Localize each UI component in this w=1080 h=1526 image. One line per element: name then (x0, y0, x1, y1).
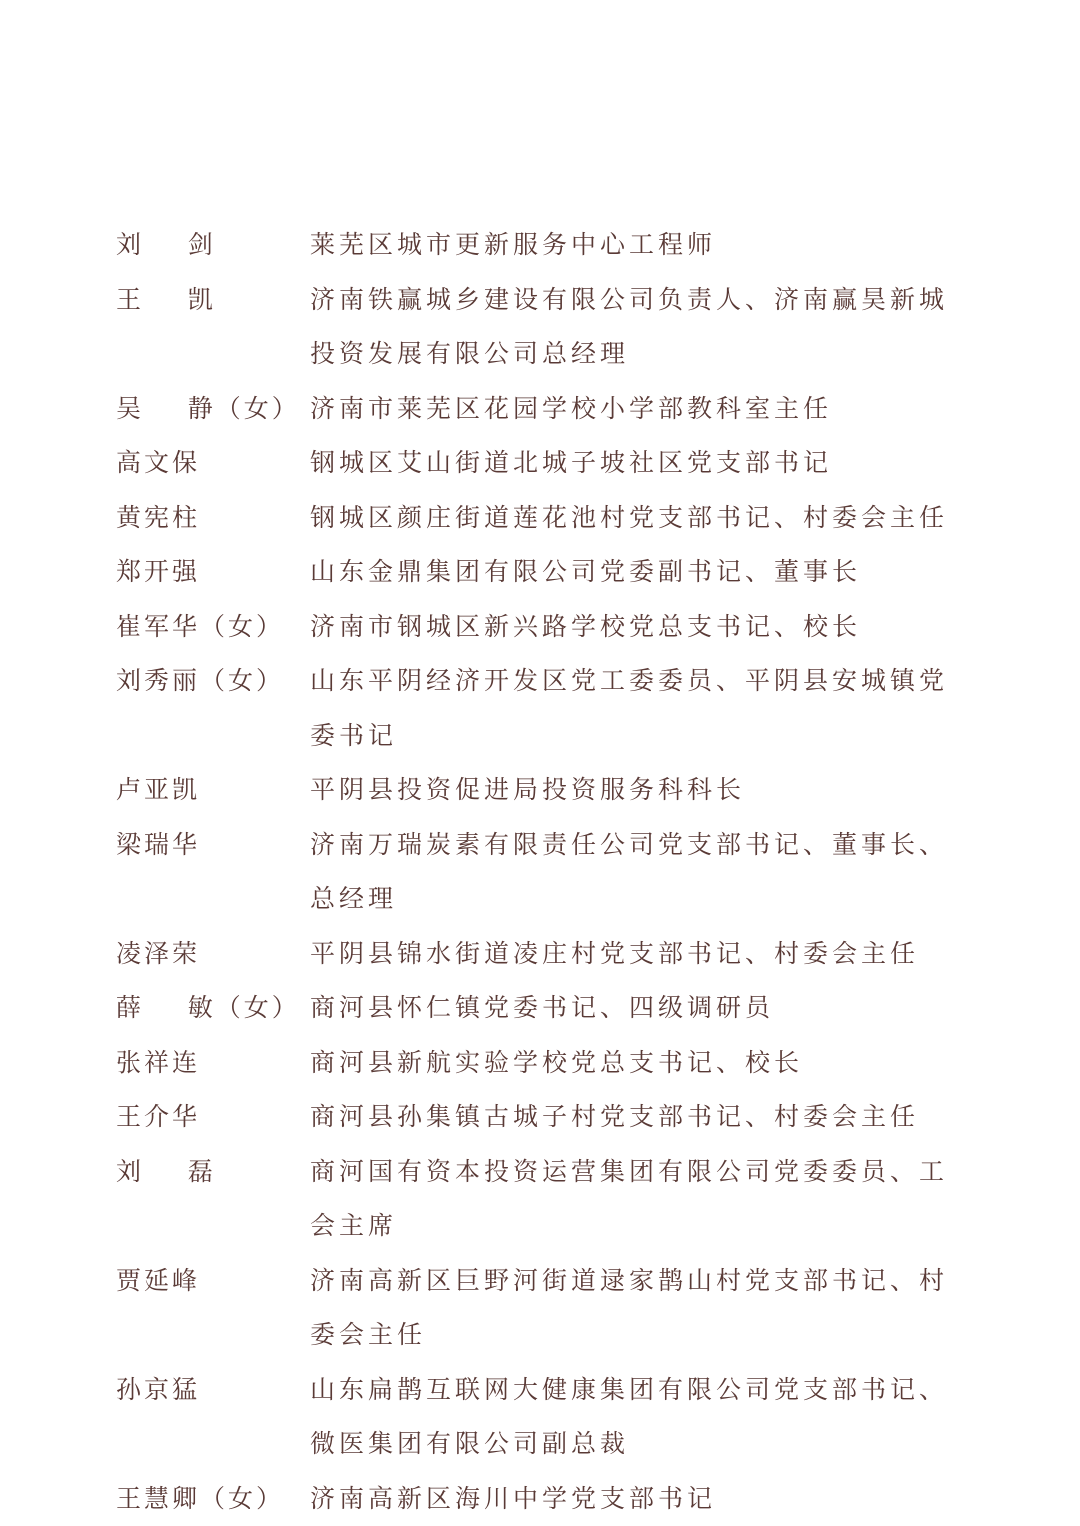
list-item (0, 818, 1080, 927)
person-name: 王慧卿（女） (116, 1472, 296, 1526)
list-item (0, 1036, 1080, 1091)
person-name: 黄宪柱 (116, 491, 296, 546)
list-item (0, 1472, 1080, 1526)
person-title: 商河县孙集镇古城子村党支部书记、村委会主任 (310, 1090, 970, 1145)
list-item (0, 1090, 1080, 1145)
person-title: 济南铁赢城乡建设有限公司负责人、济南赢昊新城投资发展有限公司总经理 (310, 273, 970, 382)
list-item (0, 600, 1080, 655)
person-title: 商河国有资本投资运营集团有限公司党委委员、工会主席 (310, 1145, 970, 1254)
person-name: 刘 剑 (116, 218, 296, 273)
list-item (0, 436, 1080, 491)
person-name: 崔军华（女） (116, 600, 296, 655)
person-name: 梁瑞华 (116, 818, 296, 873)
person-name: 卢亚凯 (116, 763, 296, 818)
person-name: 张祥连 (116, 1036, 296, 1091)
list-item (0, 382, 1080, 437)
person-name: 孙京猛 (116, 1363, 296, 1418)
list-item (0, 1145, 1080, 1254)
person-title: 济南高新区巨野河街道逯家鹊山村党支部书记、村委会主任 (310, 1254, 970, 1363)
person-title: 钢城区艾山街道北城子坡社区党支部书记 (310, 436, 970, 491)
list-item (0, 1363, 1080, 1472)
person-title: 平阴县锦水街道凌庄村党支部书记、村委会主任 (310, 927, 970, 982)
person-name: 刘秀丽（女） (116, 654, 296, 709)
person-name: 贾延峰 (116, 1254, 296, 1309)
person-name: 薛 敏（女） (116, 981, 296, 1036)
person-name: 吴 静（女） (116, 382, 296, 437)
honoree-list (0, 218, 1080, 1526)
person-name: 郑开强 (116, 545, 296, 600)
list-item (0, 491, 1080, 546)
person-name: 凌泽荣 (116, 927, 296, 982)
person-title: 平阴县投资促进局投资服务科科长 (310, 763, 970, 818)
person-name: 高文保 (116, 436, 296, 491)
list-item (0, 1254, 1080, 1363)
person-title: 山东金鼎集团有限公司党委副书记、董事长 (310, 545, 970, 600)
person-title: 山东扁鹊互联网大健康集团有限公司党支部书记、微医集团有限公司副总裁 (310, 1363, 970, 1472)
list-item (0, 273, 1080, 382)
person-title: 山东平阴经济开发区党工委委员、平阴县安城镇党委书记 (310, 654, 970, 763)
person-name: 王介华 (116, 1090, 296, 1145)
person-title: 商河县新航实验学校党总支书记、校长 (310, 1036, 970, 1091)
list-item (0, 545, 1080, 600)
list-item (0, 763, 1080, 818)
list-item (0, 218, 1080, 273)
person-title: 济南市莱芜区花园学校小学部教科室主任 (310, 382, 970, 437)
person-title: 济南高新区海川中学党支部书记 (310, 1472, 970, 1526)
person-name: 王 凯 (116, 273, 296, 328)
person-title: 商河县怀仁镇党委书记、四级调研员 (310, 981, 970, 1036)
person-title: 济南万瑞炭素有限责任公司党支部书记、董事长、总经理 (310, 818, 970, 927)
list-item (0, 981, 1080, 1036)
list-item (0, 654, 1080, 763)
list-item (0, 927, 1080, 982)
person-name: 刘 磊 (116, 1145, 296, 1200)
person-title: 莱芜区城市更新服务中心工程师 (310, 218, 970, 273)
person-title: 济南市钢城区新兴路学校党总支书记、校长 (310, 600, 970, 655)
person-title: 钢城区颜庄街道莲花池村党支部书记、村委会主任 (310, 491, 970, 546)
